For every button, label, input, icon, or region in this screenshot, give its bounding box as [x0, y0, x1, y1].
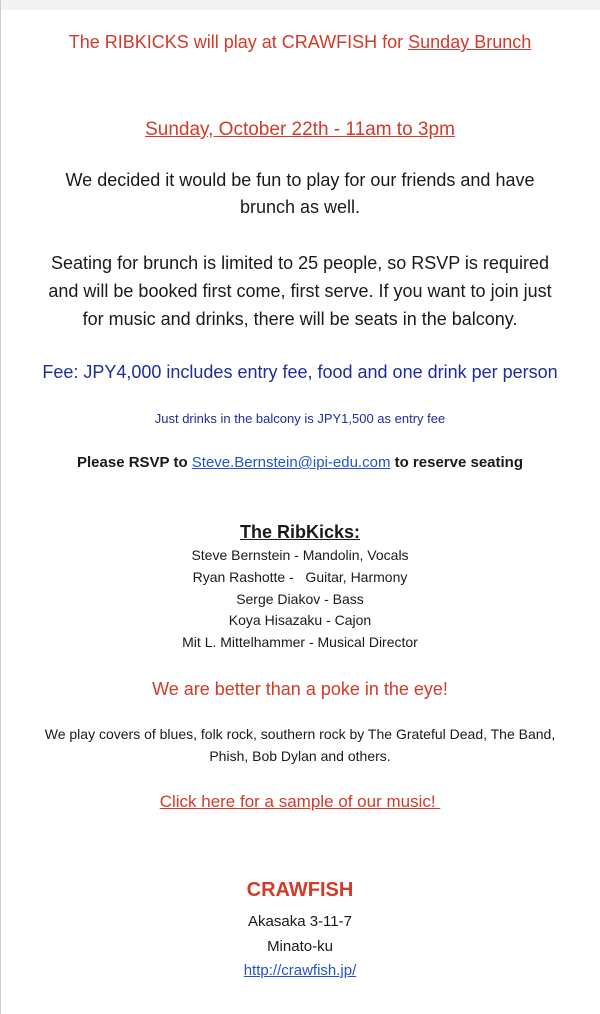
tagline: We are better than a poke in the eye!	[152, 679, 448, 699]
band-title: The RibKicks:	[239, 522, 361, 542]
fee-line: Fee: JPY4,000 includes entry fee, food and one drink per person	[42, 362, 558, 382]
top-strip	[0, 0, 600, 10]
intro-line-1: We decided it would be fun to play for our friends and have	[65, 170, 535, 190]
seating-line-2: and will be booked first come, first serve. If you want to join just	[48, 281, 552, 301]
rsvp-email-link[interactable]: Steve.Bernstein@ipi-edu.com	[191, 454, 391, 471]
venue-address-2: Minato-ku	[267, 938, 333, 955]
music-sample-link[interactable]: Click here for a sample of our music!	[159, 792, 441, 811]
sunday-brunch-link[interactable]: Sunday Brunch	[408, 32, 532, 52]
covers-line-1: We play covers of blues, folk rock, southern rock by The Grateful Dead, The Band,	[44, 726, 556, 742]
seating-line-1: Seating for brunch is limited to 25 people, so RSVP is required	[51, 253, 549, 273]
headline-text: The RIBKICKS will play at CRAWFISH for	[68, 32, 409, 52]
seating-line-3: for music and drinks, there will be seats in the balcony.	[82, 309, 518, 329]
band-member: Serge Diakov - Bass	[236, 591, 364, 607]
intro-line-2: brunch as well.	[239, 197, 361, 217]
venue-name: CRAWFISH	[246, 879, 354, 901]
rsvp-suffix: to reserve seating	[390, 454, 523, 471]
rsvp-line	[0, 454, 600, 471]
venue-url-link[interactable]: http://crawfish.jp/	[243, 962, 357, 979]
drinks-fee-line: Just drinks in the balcony is JPY1,500 as entry fee	[154, 411, 446, 426]
band-member: Mit L. Mittelhammer - Musical Director	[182, 634, 418, 650]
band-member: Ryan Rashotte - Guitar, Harmony	[192, 569, 408, 585]
rsvp-prefix: Please RSVP to	[77, 454, 192, 471]
headline	[0, 32, 600, 53]
covers-line-2: Phish, Bob Dylan and others.	[209, 748, 391, 764]
band-member: Steve Bernstein - Mandolin, Vocals	[191, 547, 409, 563]
event-date: Sunday, October 22th - 11am to 3pm	[145, 119, 455, 140]
left-edge	[0, 0, 1, 1014]
band-member: Koya Hisazaku - Cajon	[228, 612, 372, 628]
venue-address-1: Akasaka 3-11-7	[248, 913, 352, 930]
